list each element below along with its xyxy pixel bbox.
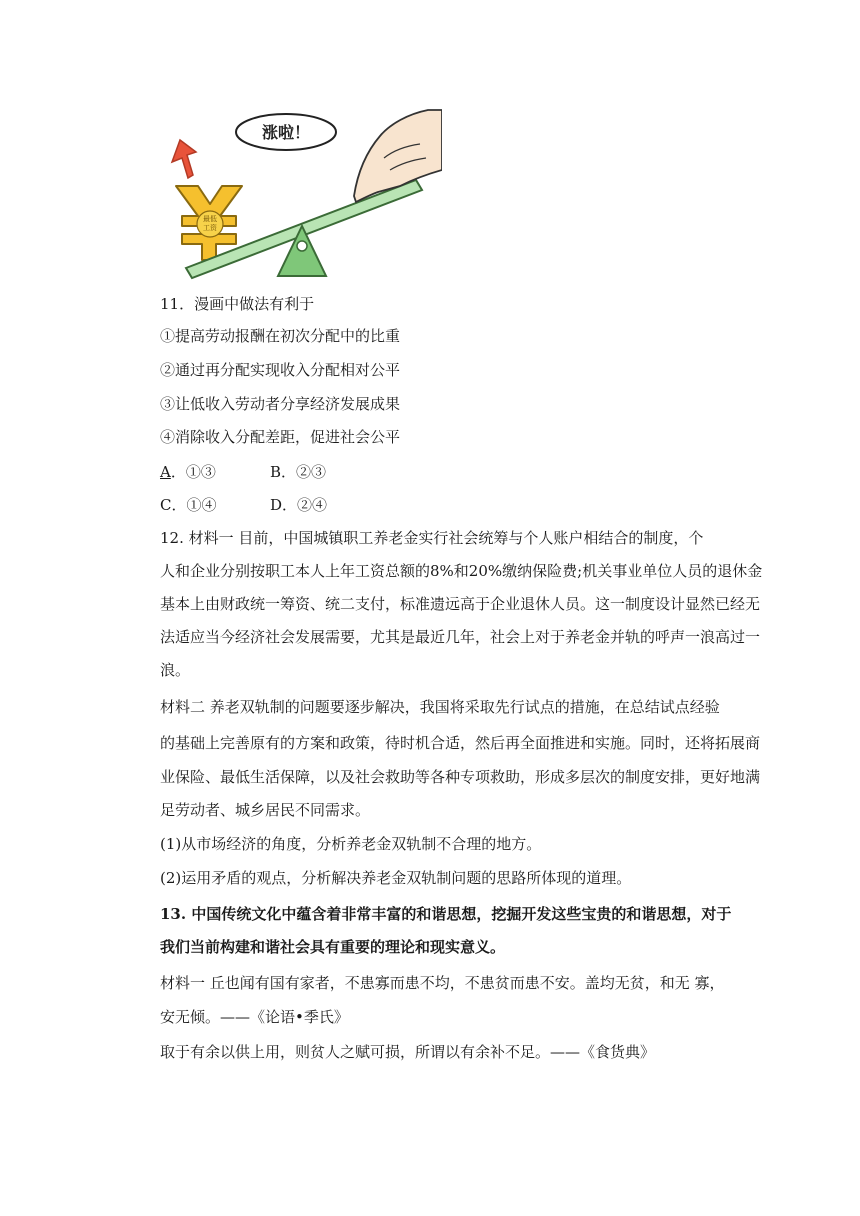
minimum-wage-cartoon bbox=[158, 100, 442, 280]
q11-item-2: ②通过再分配实现收入分配相对公平 bbox=[160, 361, 401, 379]
q11-item-1: ①提高劳动报酬在初次分配中的比重 bbox=[160, 327, 401, 345]
q11-option-a-text: ．①③ bbox=[170, 463, 216, 481]
q11-option-c: C．①④ bbox=[160, 496, 217, 514]
q13-stem-line-1: 13. 中国传统文化中蕴含着非常丰富的和谐思想，挖掘开发这些宝贵的和谐思想，对于 bbox=[160, 905, 732, 923]
q12-m1-line-4: 法适应当今经济社会发展需要，尤其是最近几年，社会上对于养老金并轨的呼声一浪高过一 bbox=[160, 628, 761, 646]
q12-m2-line-2: 的基础上完善原有的方案和政策，待时机合适，然后再全面推进和实施。同时，还将拓展商 bbox=[160, 734, 761, 752]
q12-sub-question-2: (2)运用矛盾的观点，分析解决养老金双轨制问题的思路所体现的道理。 bbox=[160, 869, 632, 887]
q13-m1-line-1: 材料一 丘也闻有国有家者，不患寡而患不均，不患贫而患不安。盖均无贫，和无 寡， bbox=[160, 974, 725, 992]
q11-options-row-2 bbox=[160, 495, 730, 515]
q11-option-a bbox=[160, 462, 270, 482]
q12-m2-line-3: 业保险、最低生活保障，以及社会救助等各种专项救助，形成多层次的制度安排，更好地满 bbox=[160, 768, 761, 786]
q12-m1-line-2: 人和企业分别按职工本人上年工资总额的8%和20%缴纳保险费;机关事业单位人员的退休金 bbox=[160, 562, 763, 580]
q12-m1-line-5: 浪。 bbox=[160, 661, 191, 679]
q11-item-3: ③让低收入劳动者分享经济发展成果 bbox=[160, 395, 401, 413]
q12-m2-line-4: 足劳动者、城乡居民不同需求。 bbox=[160, 801, 371, 819]
q11-option-b: B．②③ bbox=[270, 463, 327, 481]
q13-m1-line-2: 安无倾。——《论语•季氏》 bbox=[160, 1008, 349, 1026]
q13-stem-line-2: 我们当前构建和谐社会具有重要的理论和现实意义。 bbox=[160, 938, 506, 956]
svg-text:最低: 最低 bbox=[203, 215, 217, 223]
q12-sub-question-1: (1)从市场经济的角度，分析养老金双轨制不合理的地方。 bbox=[160, 835, 542, 853]
up-arrow-icon bbox=[172, 140, 196, 178]
q12-m2-line-1: 材料二 养老双轨制的问题要逐步解决，我国将采取先行试点的措施，在总结试点经验 bbox=[160, 698, 720, 716]
q12-m1-line-1: 12. 材料一 目前，中国城镇职工养老金实行社会统筹与个人账户相结合的制度，个 bbox=[160, 529, 704, 547]
q11-option-a-letter: A bbox=[160, 463, 171, 481]
q11-item-4: ④消除收入分配差距，促进社会公平 bbox=[160, 428, 401, 446]
q11-options-row-1 bbox=[160, 462, 730, 482]
speech-bubble-text: 涨啦！ bbox=[261, 123, 311, 142]
yen-coin-icon bbox=[176, 186, 242, 260]
q11-stem: 11．漫画中做法有利于 bbox=[160, 295, 315, 313]
q12-m1-line-3: 基本上由财政统一筹资、统二支付，标准遗远高于企业退休人员。这一制度设计显然已经无 bbox=[160, 595, 761, 613]
svg-text:工资: 工资 bbox=[203, 224, 217, 232]
q11-option-d: D．②④ bbox=[270, 496, 328, 514]
q13-m1-extra: 取于有余以供上用，则贫人之赋可损，所谓以有余补不足。——《食货典》 bbox=[160, 1043, 656, 1061]
